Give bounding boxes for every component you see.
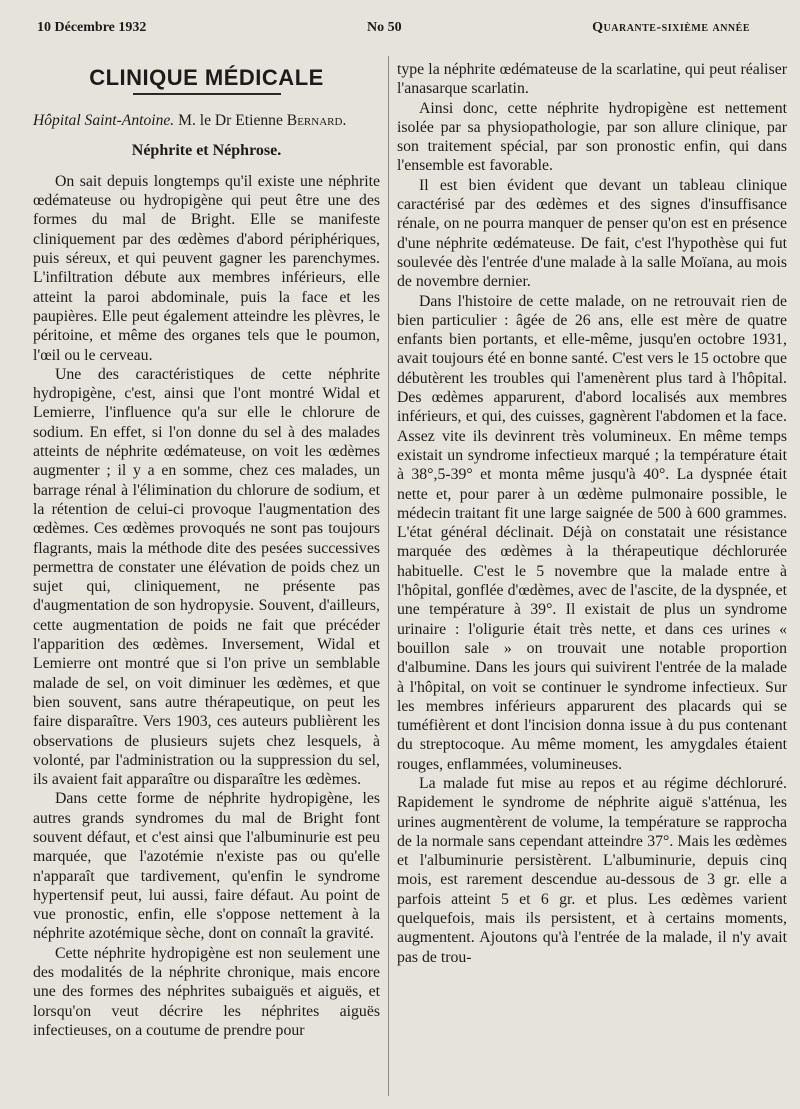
article-subtitle: Néphrite et Néphrose. — [131, 141, 282, 159]
left-column — [33, 60, 380, 1040]
title-underline — [133, 93, 281, 95]
doctor-prefix: M. le Dr Etienne — [174, 112, 287, 130]
left-paragraph: Une des caractéristiques de cette néphrite hydropigène, c'est, ainsi que l'ont montré Widal et Lemierre, l'influence qu'a sur elle le chlorure de sodium. En effet, si l'on donne du sel à des malades atteints de néphrite œdémateuse, on voit les œdèmes augmenter ; il y a en somme, chez ces malades, un barrage rénal à l'élimination du chlorure de sodium, et la rétention de celui-ci provoque l'augmentation des œdèmes. Ces œdèmes provoqués ne sont pas toujours flagrants, mais la méthode dite des pesées successives permettra de constater une élévation de poids chez un sujet qui, cliniquement, ne présente pas d'augmentation de son hydropysie. Souvent, d'ailleurs, cette augmentation de poids ne fait que précéder l'apparition des œdèmes. Inversement, Widal et Lemierre ont montré que si l'on prive un semblable malade de sel, on voit diminuer les œdèmes, et que bien souvent, sans autre thérapeutique, on peut les faire disparaître. Vers 1903, ces auteurs publièrent les observations de plusieurs sujets chez lesquels, à volonté, par l'administration ou la suppression du sel, ils avaient fait apparaître ou disparaître les œdèmes. — [33, 365, 380, 789]
page-header — [37, 20, 750, 40]
article-byline — [33, 111, 380, 130]
section-title: CLINIQUE MÉDICALE — [89, 65, 324, 90]
right-paragraph: Ainsi donc, cette néphrite hydropigène est nettement isolée par sa physiopathologie, par son allure clinique, par son traitement spécial, par son pronostic enfin, qui dans l'ensemble est favorable. — [397, 99, 787, 175]
left-paragraph: On sait depuis longtemps qu'il existe une néphrite œdémateuse ou hydropigène qui peut être une des formes du mal de Bright. Elle se manifeste cliniquement par des œdèmes d'abord périphériques, puis séreux, et qui peuvent gagner les parenchymes. L'infiltration débute aux membres inférieurs, elle atteint la paroi abdominale, puis la face et les paupières. Elle peut également atteindre les plèvres, le péritoine, et même des organes tels que le poumon, l'œil ou le cerveau. — [33, 172, 380, 364]
right-column — [397, 60, 787, 967]
doctor-suffix: . — [342, 112, 347, 130]
column-divider — [388, 56, 389, 1096]
left-paragraph: Dans cette forme de néphrite hydropigène, les autres grands syndromes du mal de Bright font souvent défaut, et c'est ainsi que l'albuminurie est peu marquée, que l'azotémie n'existe pas ou qu'elle n'apparaît que tardivement, qu'enfin le syndrome hypertensif peut, lui aussi, faire défaut. Au point de vue pronostic, enfin, elle s'oppose nettement à la néphrite azotémique sèche, dont on connaît la gravité. — [33, 790, 380, 943]
header-issue-number: No 50 — [367, 20, 402, 35]
right-paragraph: type la néphrite œdémateuse de la scarlatine, qui peut réaliser l'anasarque scarlatin. — [397, 61, 787, 98]
header-year: Quarante-sixième année — [592, 20, 750, 35]
right-paragraph: La malade fut mise au repos et au régime déchloruré. Rapidement le syndrome de néphrite aiguë s'atténua, les urines augmentèrent de volume, la température se rapprocha de la normale sans cependant atteindre 37°. Mais les œdèmes et l'albuminurie persistèrent. L'albuminurie, depuis cinq mois, est rarement descendue au-dessous de 3 gr. elle a parfois atteint 5 et 6 gr. et plus. Les œdèmes varient quelquefois, mais ils persistent, et à certains moments, augmentent. Ajoutons qu'à l'entrée de la malade, il n'y avait pas de trou- — [397, 774, 787, 966]
hospital-name: Hôpital Saint-Antoine. — [33, 112, 175, 130]
header-date: 10 Décembre 1932 — [37, 20, 147, 35]
left-paragraph: Cette néphrite hydropigène est non seulement une des modalités de la néphrite chronique, mais encore une des formes des néphrites subaiguës et aiguës, et lorsqu'on veut décrire les néphrites aiguës infectieuses, on a coutume de prendre pour — [33, 944, 380, 1039]
right-paragraph: Il est bien évident que devant un tableau clinique caractérisé par des œdèmes et des signes d'insuffisance rénale, on ne pourra manquer de penser qu'on est en présence d'une néphrite œdémateuse. De fait, c'est l'hypothèse qui fut soulevée dès l'entrée d'une malade à la salle Moïana, au mois de novembre dernier. — [397, 176, 787, 291]
right-paragraph: Dans l'histoire de cette malade, on ne retrouvait rien de bien particulier : âgée de 26 ans, elle est mère de quatre enfants bien portants, et elle-même, jusqu'en octobre 1931, avait toujours été en bonne santé. C'est vers le 15 octobre que débutèrent les troubles qui l'amenèrent plus tard à l'hôpital. Des œdèmes apparurent, d'abord localisés aux membres inférieurs, et qui, des cuisses, gagnèrent l'abdomen et la face. Assez vite ils devinrent très volumineux. En même temps existait un syndrome infectieux marqué ; la température était à 38°,5-39° et monta même jusqu'à 40°. La dyspnée était nette et, pour parer à un œdème pulmonaire possible, le médecin traitant fit une large saignée de 500 à 600 grammes. L'état général déclinait. Déjà on constatait une résistance marquée des œdèmes à la thérapeutique déchlorurée habituelle. C'est le 5 novembre que la malade entre à l'hôpital, gonflée d'œdèmes, avec de l'ascite, de la dyspnée, et une température à 39°. Il existait de plus un syndrome urinaire : l'oligurie était très nette, et dans ces urines « bouillon sale » on trouvait une notable proportion d'albumine. Dans les jours qui suivirent l'entrée de la malade à l'hôpital, on voit se continuer le syndrome infectieux. Sur les membres inférieurs apparurent des placards qui se tuméfièrent et dont l'incision donna issue à du pus contenant du streptocoque. Au même moment, les amygdales étaient rouges, enflammées, volumineuses. — [397, 292, 787, 773]
doctor-name: Bernard — [286, 112, 343, 130]
